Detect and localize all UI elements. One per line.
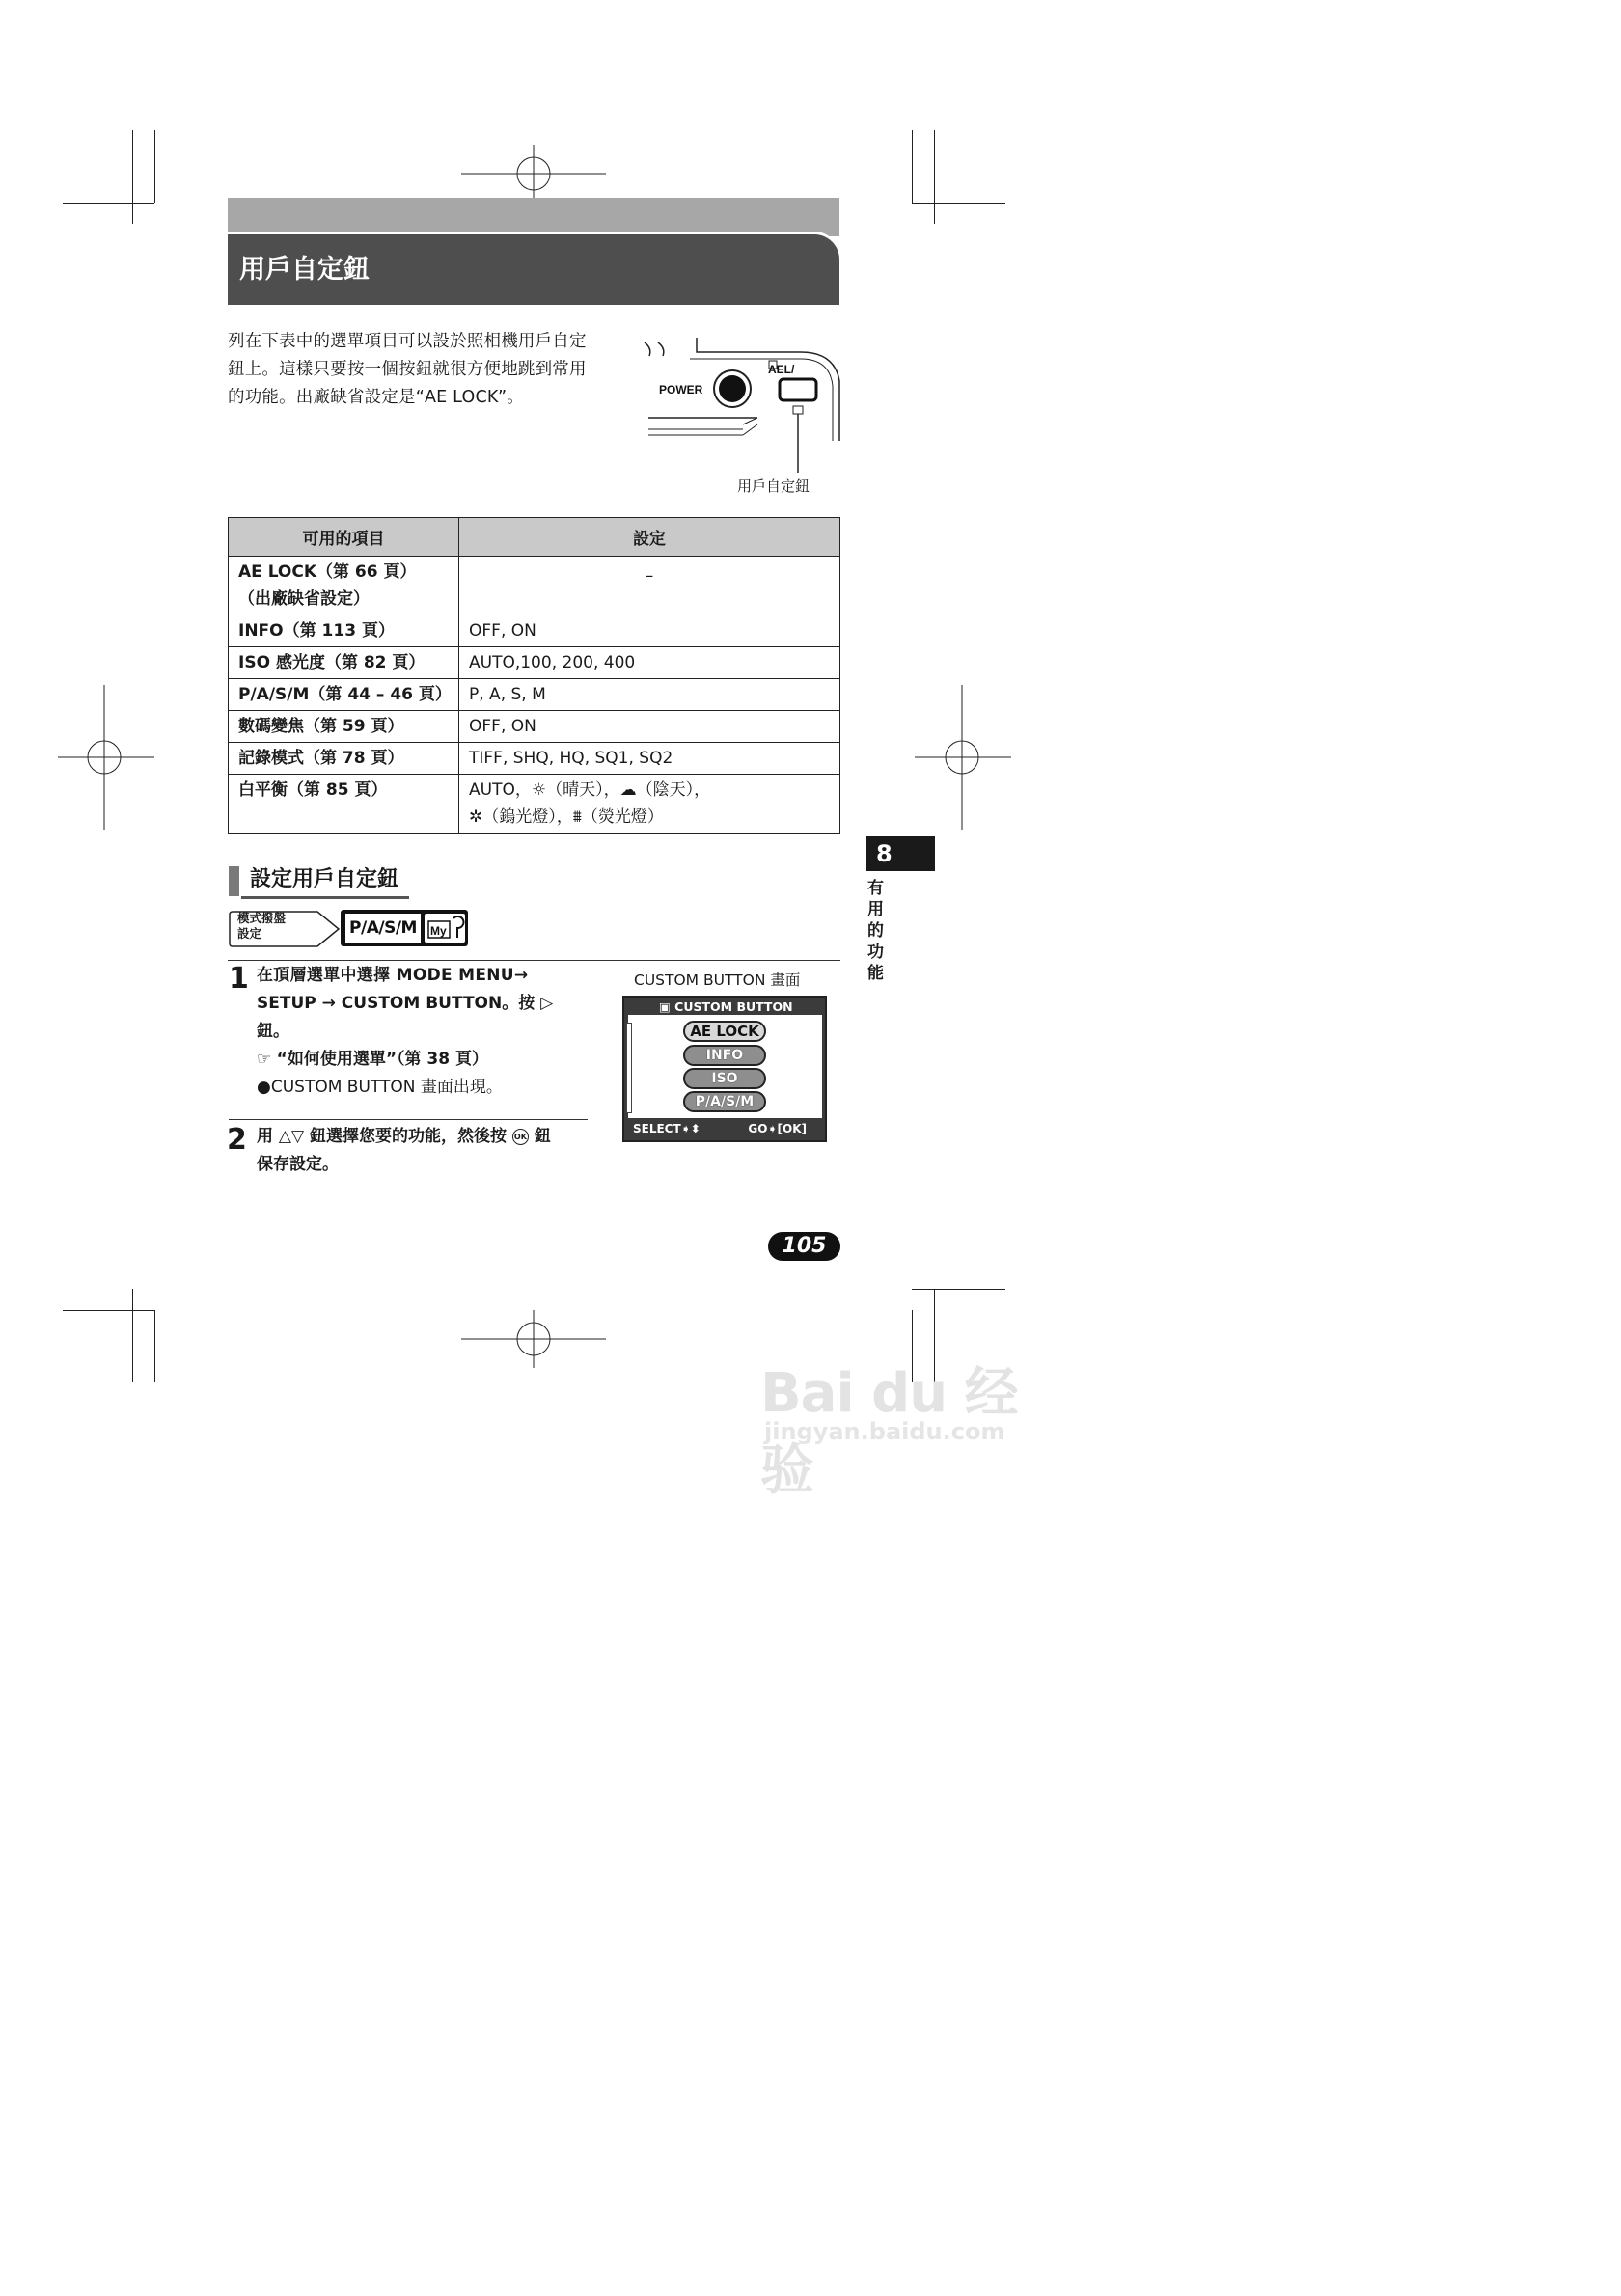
table-cell-setting (459, 775, 840, 834)
intro-line: 列在下表中的選單項目可以設於照相機用戶自定 (228, 332, 587, 351)
custom-items-table (228, 517, 840, 834)
intro-paragraph (228, 328, 628, 412)
table-row (229, 775, 840, 834)
cloud-icon: ☁ (619, 780, 637, 800)
go-hint: GO (748, 1122, 768, 1135)
step-1-line: 鈕。 (257, 1022, 289, 1041)
table-cell-item: 記錄模式（第 78 頁） (229, 743, 459, 775)
chapter-label: 有用的功能 (867, 879, 884, 983)
ael-label: AEL/ (768, 363, 795, 376)
baidu-watermark-logo: Bai du 经验 (760, 1362, 1018, 1502)
step-1-bullet (257, 1074, 594, 1102)
section-marker (229, 866, 239, 896)
mode-dial-label-line: 模式撥盤 (237, 911, 287, 925)
my-mode-icon (425, 914, 465, 943)
table-row (229, 743, 840, 775)
table-cell-item: ISO 感光度（第 82 頁） (229, 647, 459, 679)
crop-mark (132, 130, 133, 224)
step-divider (229, 1119, 588, 1120)
go-hint-wrap (748, 1122, 807, 1135)
crop-mark (63, 203, 154, 204)
divider (228, 960, 840, 961)
crop-mark (934, 130, 935, 224)
step-2-line: 保存設定。 (257, 1155, 339, 1174)
registration-target-top (461, 145, 606, 203)
ok-button-icon: OK (512, 1129, 529, 1145)
page-title: 用戶自定鈕 (228, 234, 839, 305)
crop-mark (63, 1310, 154, 1311)
wb-tungsten: （鎢光燈）， (482, 807, 573, 827)
registration-target-bottom (461, 1310, 606, 1368)
custom-button-callout: 用戶自定鈕 (737, 478, 810, 495)
crop-mark (154, 1310, 155, 1382)
header-band (228, 198, 839, 236)
registration-target-right (915, 685, 1011, 830)
step-1-line: SETUP → CUSTOM BUTTON。按 ▷ (257, 994, 554, 1013)
pasm-mode-badge: P/A/S/M (345, 914, 421, 943)
step-2-text: 鈕 (534, 1127, 551, 1146)
table-cell-setting: TIFF, SHQ, HQ, SQ1, SQ2 (459, 743, 840, 775)
screen-option-iso[interactable]: ISO (683, 1068, 766, 1089)
screen-scrollbar (626, 1023, 632, 1113)
step-number: 1 (229, 962, 249, 996)
screen-caption: CUSTOM BUTTON 畫面 (634, 971, 801, 989)
reference-text: “如何使用選單”（第 38 頁） (276, 1050, 488, 1069)
table-cell-item: INFO（第 113 頁） (229, 615, 459, 647)
updown-arrow-icon: ➧⬍ (680, 1122, 701, 1135)
camera-button-diagram (637, 333, 844, 473)
table-cell-item (229, 557, 459, 615)
page-number: 105 (768, 1232, 840, 1261)
screen-title (659, 999, 793, 1014)
step-1 (257, 962, 594, 1102)
mode-dial-label-line: 設定 (237, 926, 262, 941)
pointing-hand-icon: ☞ (257, 1050, 277, 1069)
step-1-line: 在頂層選單中選擇 MODE MENU→ (257, 966, 529, 985)
table-row (229, 647, 840, 679)
custom-button-icon: ▣ (659, 999, 675, 1014)
crop-mark (132, 1289, 133, 1382)
baidu-watermark-url: jingyan.baidu.com (764, 1418, 1005, 1445)
my-mode-label: My (430, 924, 447, 938)
table-cell-item: 數碼變焦（第 59 頁） (229, 711, 459, 743)
bullet-icon: ● (257, 1078, 271, 1097)
screen-option-info[interactable]: INFO (683, 1045, 766, 1066)
table-row (229, 557, 840, 615)
crop-mark (912, 1289, 1005, 1290)
table-row (229, 711, 840, 743)
intro-line: 的功能。出廠缺省設定是“AE LOCK”。 (228, 388, 524, 407)
step-2 (257, 1123, 594, 1179)
arrow-ok-icon: ➧[OK] (767, 1122, 807, 1135)
section-title: 設定用戶自定鈕 (250, 867, 399, 891)
wb-sunny: （晴天）， (546, 780, 620, 800)
screen-footer (633, 1122, 816, 1135)
step-1-reference (257, 1046, 594, 1074)
table-cell-item: P/A/S/M（第 44 – 46 頁） (229, 679, 459, 711)
wb-auto: AUTO， (469, 780, 532, 800)
chapter-tab: 8 (866, 836, 935, 871)
table-cell-setting: AUTO,100, 200, 400 (459, 647, 840, 679)
section-underline (241, 896, 409, 899)
bullet-text: CUSTOM BUTTON 畫面出現。 (270, 1078, 503, 1097)
table-cell-setting: OFF, ON (459, 711, 840, 743)
wb-fluorescent: （熒光燈） (581, 807, 664, 827)
screen-option-ae-lock[interactable]: AE LOCK (683, 1021, 766, 1042)
item-line: （出廠缺省設定） (238, 589, 370, 609)
step-number: 2 (227, 1123, 247, 1157)
table-cell-setting: – (459, 557, 840, 615)
crop-mark (912, 203, 1005, 204)
crop-mark (154, 130, 155, 203)
table-header: 設定 (459, 518, 840, 557)
fluorescent-icon: ⩩ (572, 807, 582, 827)
screen-title-text: CUSTOM BUTTON (674, 999, 793, 1014)
table-cell-setting: OFF, ON (459, 615, 840, 647)
select-hint: SELECT (633, 1122, 681, 1135)
registration-target-left (58, 685, 154, 830)
intro-line: 鈕上。這樣只要按一個按鈕就很方便地跳到常用 (228, 360, 587, 379)
table-header: 可用的項目 (229, 518, 459, 557)
mode-dial-label (237, 911, 286, 942)
sun-icon: ☼ (531, 780, 547, 800)
item-line: AE LOCK（第 66 頁） (238, 562, 417, 582)
screen-option-pasm[interactable]: P/A/S/M (683, 1091, 766, 1112)
step-2-line (257, 1123, 594, 1151)
tungsten-icon: ✲ (469, 807, 483, 827)
power-label: POWER (659, 383, 703, 396)
table-row (229, 679, 840, 711)
table-cell-setting: P, A, S, M (459, 679, 840, 711)
wb-cloudy: （陰天）， (636, 780, 711, 800)
step-2-text: 用 △▽ 鈕選擇您要的功能，然後按 (257, 1127, 507, 1146)
table-cell-item: 白平衡（第 85 頁） (229, 775, 459, 834)
crop-mark (912, 130, 913, 203)
table-row (229, 615, 840, 647)
